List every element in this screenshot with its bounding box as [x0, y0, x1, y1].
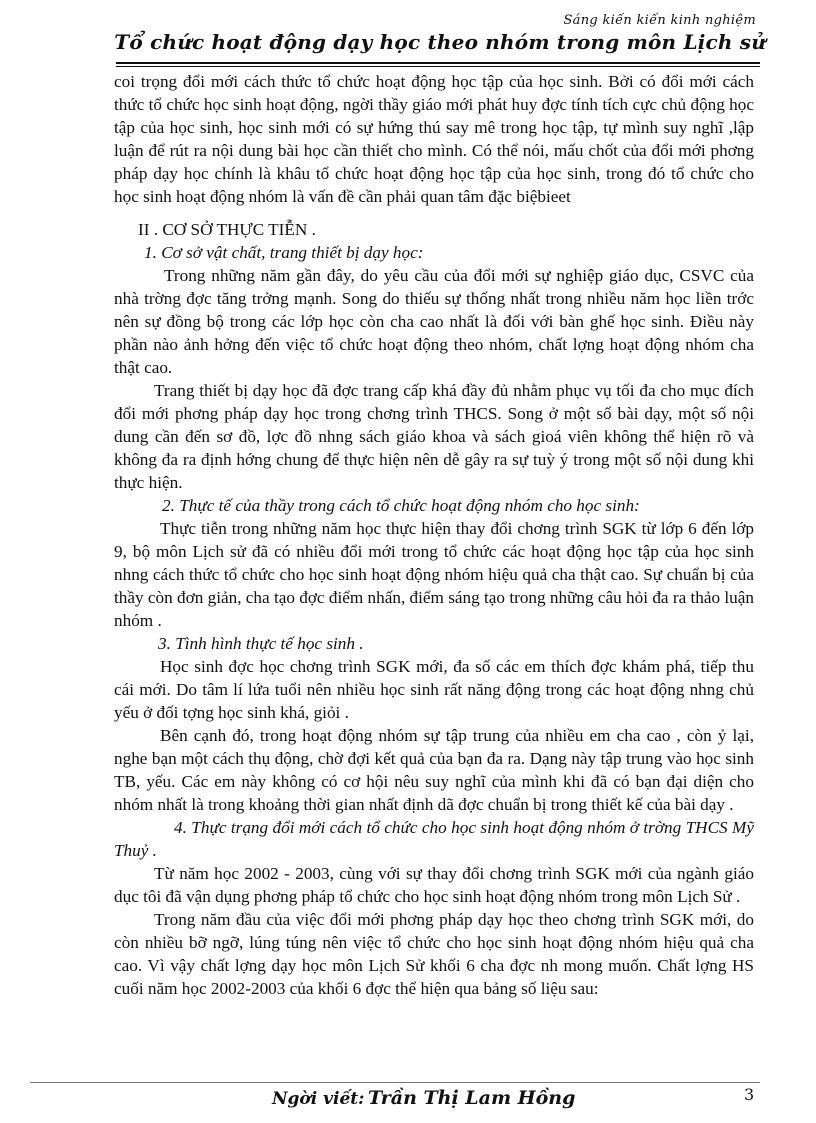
subheading-4: 4. Thực trạng đổi mới cách tổ chức cho học sinh hoạt động nhóm ở trờng THCS Mỹ Thuỷ .	[114, 818, 754, 860]
paragraph-2: Trong những năm gần đây, do yêu cầu của đổi mới sự nghiệp giáo dục, CSVC của nhà trờng đợc tăng trởng mạnh. Song do thiếu sự thống nhất trong nhiều năm học liền trớc nên sự đồng bộ trong các lớp học còn cha cao nhất là đối với bàn ghế học sinh. Điều này phần nào ảnh hởng đến việc tổ chức hoạt động theo nhóm, chất lợng hoạt động nhóm cha thật cao.	[114, 266, 754, 377]
footer-author-name: Trần Thị Lam Hồng	[368, 1087, 576, 1109]
paragraph-5: Học sinh đợc học chơng trình SGK mới, đa số các em thích đợc khám phá, tiếp thu cái mới. Do tâm lí lứa tuổi nên nhiều học sinh rất năng động trong các hoạt động nhng chủ yếu ở đối tợng học sinh khá, giỏi .	[114, 657, 754, 722]
paragraph-7: Từ năm học 2002 - 2003, cùng với sự thay đổi chơng trình SGK mới của ngành giáo dục tôi đã vận dụng phơng pháp tổ chức cho học sinh hoạt động nhóm trong môn Lịch Sử .	[114, 864, 754, 906]
paragraph-4: Thực tiễn trong những năm học thực hiện thay đổi chơng trình SGK từ lớp 6 đến lớp 9, bộ môn Lịch sử đã có nhiều đổi mới trong tổ chức các hoạt động học tập của học sinh nhng cách thức tổ chức cho học sinh hoạt động nhóm hiệu quả cha thật cao. Sự chuẩn bị của thầy còn đơn giản, cha tạo đợc điểm nhấn, điểm sáng tạo trong những câu hỏi đa ra thảo luận nhóm .	[114, 519, 754, 630]
footer-author-label: Ngời viết:	[272, 1089, 365, 1109]
subheading-3: 3. Tình hình thực tế học sinh .	[158, 634, 364, 653]
header-title: Tổ chức hoạt động dạy học theo nhóm trong môn Lịch sử	[114, 30, 766, 54]
paragraph-6: Bên cạnh đó, trong hoạt động nhóm sự tập trung của nhiều em cha cao , còn ỷ lại, nghe bạn một cách thụ động, chờ đợi kết quả của bạn đa ra. Dạng này tập trung vào học sinh TB, yếu. Các em này không có cơ hội nêu suy nghĩ của mình khi đã có bạn đại diện cho nhóm nhất là trong khoảng thời gian nhất định dã đợc chuẩn bị trong thiết kế của bài dạy .	[114, 726, 754, 814]
header-divider	[116, 62, 760, 67]
footer-divider	[30, 1082, 760, 1083]
page-number: 3	[744, 1085, 755, 1104]
paragraph-3: Trang thiết bị dạy học đã đợc trang cấp khá đầy đủ nhằm phục vụ tối đa cho mục đích đổi mới phơng pháp dạy học trong chơng trình THCS. Song ở một số bài dạy, một số nội dung cần đến sơ đồ, lợc đồ nhng sách giáo khoa và sách gioá viên không thể hiện rõ và không đa ra định hớng chung để thực hiện nên dễ gây ra sự tuỳ ý trong một số nội dung khi thực hiện.	[114, 381, 754, 492]
page-body	[114, 70, 754, 1000]
paragraph-8: Trong năm đầu của việc đổi mới phơng pháp dạy học theo chơng trình SGK mới, do còn nhiều bỡ ngỡ, lúng túng nên việc tổ chức cho học sinh hoạt động nhóm hiệu quả cha cao. Vì vậy chất lợng dạy học môn Lịch Sử khối 6 cha đợc nh mong muốn. Chất lợng HS cuối năm học 2002-2003 của khối 6 đợc thể hiện qua bảng số liệu sau:	[114, 910, 754, 998]
paragraph-1: coi trọng đổi mới cách thức tổ chức hoạt động học tập của học sinh. Bởi có đổi mới cách thức tổ chức học sinh hoạt động, ngời thầy giáo mới phát huy đợc tính tích cực chủ động học tập của học sinh, học sinh mới có sự hứng thú say mê trong học tập, tự mình suy nghĩ ,lập luận để rút ra nội dung bài học cần thiết cho mình. Có thể nói, mấu chốt của đổi mới phơng pháp dạy học chính là khâu tổ chức hoạt động học tập của học sinh, trong đó tổ chức cho học sinh hoạt động nhóm là vấn đề cần phải quan tâm đặc biệbieet	[114, 72, 754, 206]
subheading-1: 1. Cơ sở vật chất, trang thiết bị dạy học:	[144, 243, 424, 262]
subheading-2: 2. Thực tế của thầy trong cách tổ chức hoạt động nhóm cho học sinh:	[162, 496, 640, 515]
section-heading: II . CƠ SỞ THỰC TIỄN .	[138, 220, 316, 239]
header-doc-type: Sáng kiến kiến kinh nghiệm	[563, 13, 756, 28]
